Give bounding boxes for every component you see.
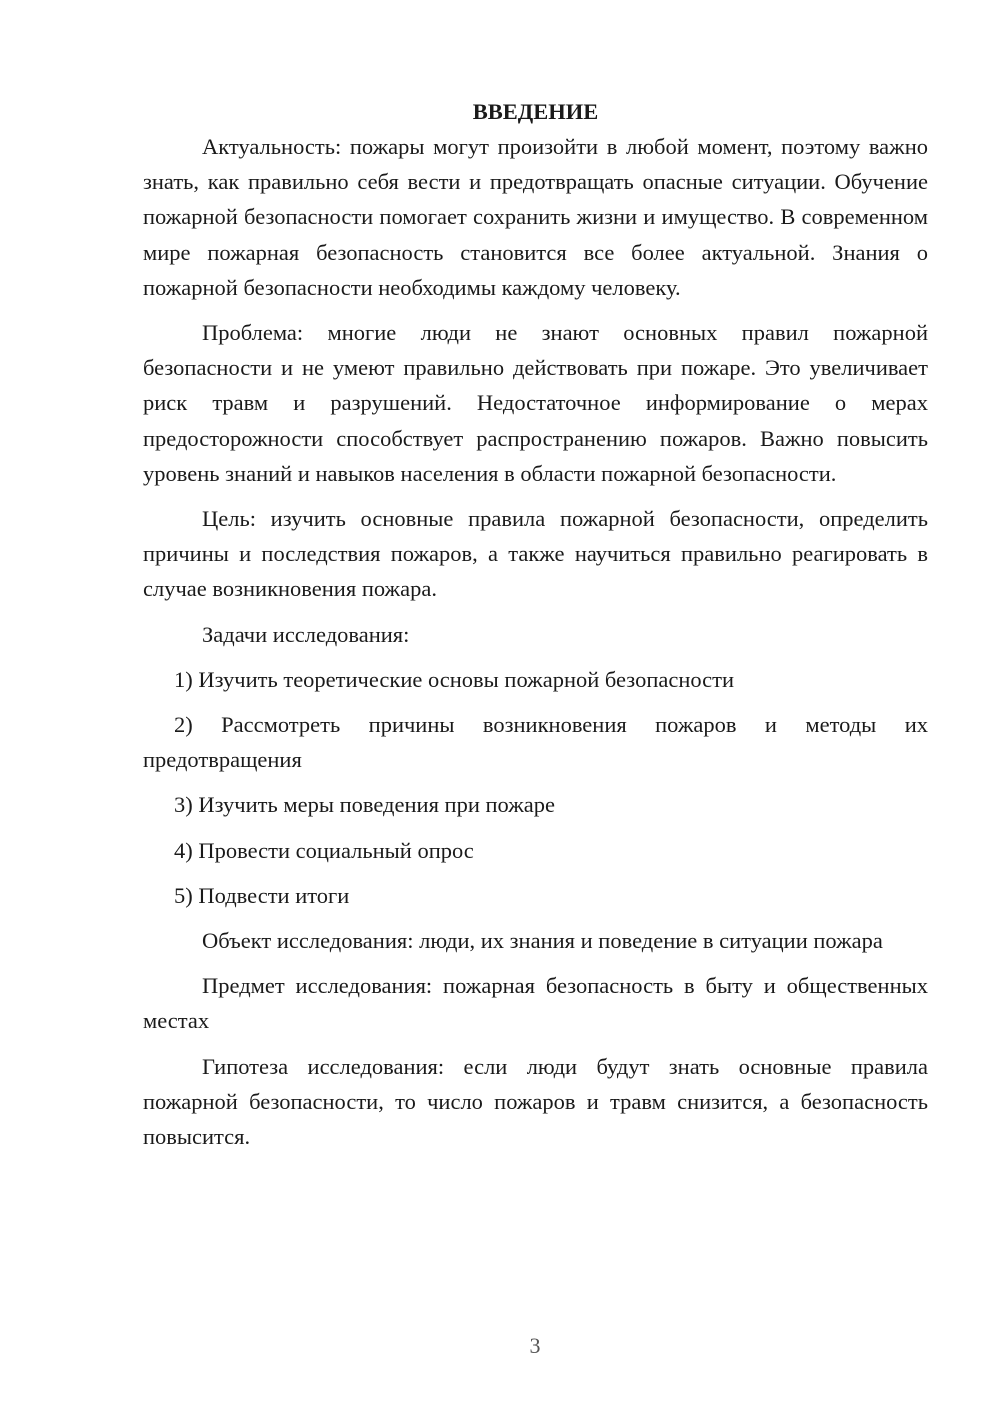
tasks-list	[143, 662, 928, 913]
paragraph-hypothesis: Гипотеза исследования: если люди будут знать основные правила пожарной безопасности, то число пожаров и травм снизится, а безопасность повысится.	[143, 1053, 928, 1150]
paragraph-goal: Цель: изучить основные правила пожарной безопасности, определить причины и последствия пожаров, а также научиться правильно реагировать в случае возникновения пожара.	[143, 506, 928, 602]
paragraph-object: Объект исследования: люди, их знания и поведение в ситуации пожара	[202, 928, 883, 954]
page-content	[143, 94, 928, 1154]
list-item: 4) Провести социальный опрос	[174, 837, 474, 863]
paragraph-relevance: Актуальность: пожары могут произойти в любой момент, поэтому важно знать, как правильно себя вести и предотвращать опасные ситуации. Обучение пожарной безопасности помогает сохранить жизни и имущество. В современном мире пожарная безопасность становится все более актуальной. Знания о пожарной безопасности необходимы каждому человеку.	[143, 134, 928, 300]
list-item: 5) Подвести итоги	[174, 882, 350, 908]
tasks-heading: Задачи исследования:	[202, 621, 410, 647]
page-title: ВВЕДЕНИЕ	[472, 99, 599, 124]
list-item: 2) Рассмотреть причины возникновения пожаров и методы их предотвращения	[143, 712, 928, 773]
list-item: 1) Изучить теоретические основы пожарной безопасности	[174, 666, 735, 692]
paragraph-problem: Проблема: многие люди не знают основных правил пожарной безопасности и не умеют правильно действовать при пожаре. Это увеличивает риск травм и разрушений. Недостаточное информирование о мерах предосторожности способствует распространению пожаров. Важно повысить уровень знаний и навыков населения в области пожарной безопасности.	[143, 320, 928, 486]
paragraph-subject: Предмет исследования: пожарная безопасность в быту и общественных местах	[143, 973, 928, 1034]
page-number: 3	[529, 1333, 541, 1358]
list-item: 3) Изучить меры поведения при пожаре	[174, 792, 555, 818]
